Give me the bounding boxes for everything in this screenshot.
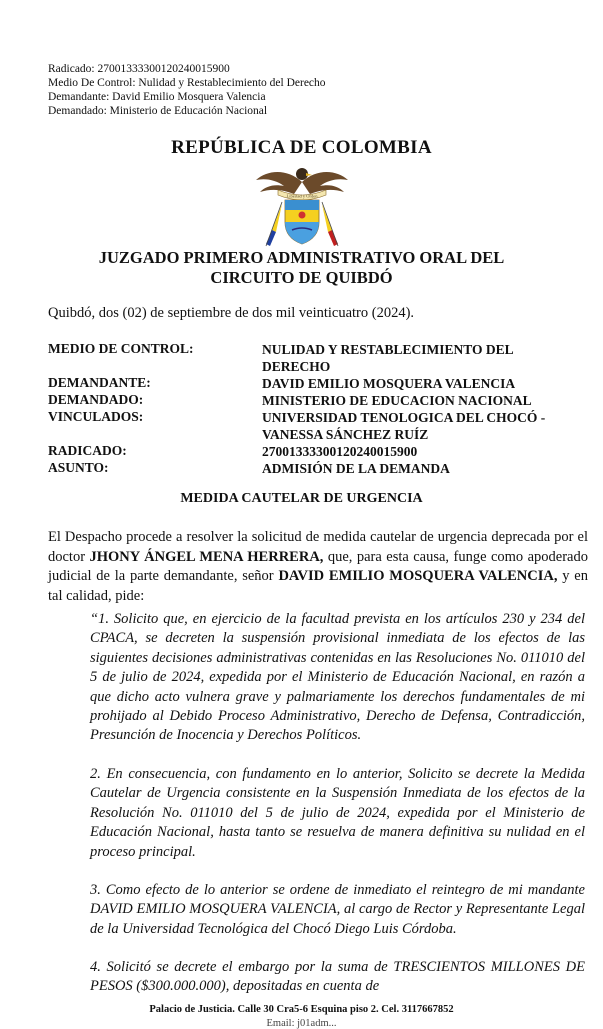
header-medio-control: Medio De Control: Nulidad y Restablecimiento del Derecho — [48, 77, 326, 89]
field-label: ASUNTO: — [48, 460, 109, 475]
coat-of-arms-icon — [252, 160, 352, 250]
quote-paragraph-1: “1. Solicito que, en ejercicio de la facultad prevista en los artículos 230 y 234 del CPACA, se decreten la suspensión provisional inmediata de los efectos de las siguientes decisiones administrativas contenidas en las Resoluciones No. 011010 del 5 de julio de 2024, expedida por el Ministerio de Educación Nacional, en razón a que dicho acto vulnera grave y palmariamente los derechos fundamentales de mi prohijado al Debido Proceso Administrativo, Derecho de Defensa, Contradicción, Presunción de Inocencia y Derechos Políticos. — [90, 611, 585, 744]
date-line: Quibdó, dos (02) de septiembre de dos mil veinticuatro (2024). — [48, 305, 415, 321]
footer-email: Email: j01adm... — [266, 1018, 337, 1029]
field-value: UNIVERSIDAD TENOLOGICA DEL CHOCÓ - VANESSA SÁNCHEZ RUÍZ — [262, 410, 546, 442]
field-value: MINISTERIO DE EDUCACION NACIONAL — [262, 393, 532, 408]
quote-paragraph-3: 3. Como efecto de lo anterior se ordene de inmediato el reintegro de mi mandante DAVID EMILIO MOSQUERA VALENCIA, al cargo de Rector y Representante Legal de la Universidad Tecnológica del Chocó Diego Luis Córdoba. — [90, 882, 585, 937]
header-demandante: Demandante: David Emilio Mosquera Valencia — [48, 91, 266, 103]
header-radicado: Radicado: 27001333300120240015900 — [48, 63, 230, 75]
field-value: ADMISIÓN DE LA DEMANDA — [262, 461, 450, 476]
intro-text: El Despacho procede a resolver la solicitud de medida cautelar de urgencia deprecada por el doctor — [48, 529, 588, 565]
field-label: MEDIO DE CONTROL: — [48, 341, 194, 356]
court-title — [0, 248, 603, 288]
country-title: REPÚBLICA DE COLOMBIA — [171, 137, 432, 158]
field-label: VINCULADOS: — [48, 409, 144, 424]
quote-paragraph-4: 4. Solicitó se decrete el embargo por la suma de TRESCIENTOS MILLONES DE PESOS ($300.000.000), depositadas en cuenta de — [90, 959, 585, 995]
document-header — [48, 62, 326, 118]
intro-paragraph — [48, 528, 588, 606]
plaintiff-name: DAVID EMILIO MOSQUERA VALENCIA, — [278, 568, 558, 584]
svg-text:Libertad y Orden: Libertad y Orden — [286, 193, 318, 199]
court-title-line1: JUZGADO PRIMERO ADMINISTRATIVO ORAL DEL — [98, 248, 505, 267]
header-demandado: Demandado: Ministerio de Educación Nacional — [48, 105, 268, 117]
intro-text: que, para esta causa, funge como apoderado judicial de la parte demandante, señor — [48, 548, 588, 584]
lawyer-name: JHONY ÁNGEL MENA HERRERA, — [89, 548, 324, 565]
intro-text: y en tal calidad, pide: — [48, 568, 588, 604]
field-value: NULIDAD Y RESTABLECIMIENTO DEL DERECHO — [262, 342, 513, 374]
field-label: DEMANDANTE: — [48, 375, 151, 390]
field-value: DAVID EMILIO MOSQUERA VALENCIA — [262, 376, 516, 391]
field-value: 27001333300120240015900 — [262, 444, 418, 459]
court-title-line2: CIRCUITO DE QUIBDÓ — [210, 268, 393, 287]
footer-address: Palacio de Justicia. Calle 30 Cra5-6 Esquina piso 2. Cel. 3117667852 — [149, 1004, 454, 1015]
quote-paragraph-2: 2. En consecuencia, con fundamento en lo anterior, Solicito se decrete la Medida Cautelar de Urgencia consistente en la Suspensión Inmediata de los efectos de la Resolución No. 011010 del 5 de julio de 2024, expedida por el Ministerio de Educación Nacional, hasta tanto se resuelva de manera definitiva su nulidad en el proceso principal. — [90, 766, 585, 860]
field-label: DEMANDADO: — [48, 392, 144, 407]
field-label: RADICADO: — [48, 443, 127, 458]
section-title: MEDIDA CAUTELAR DE URGENCIA — [180, 491, 423, 506]
